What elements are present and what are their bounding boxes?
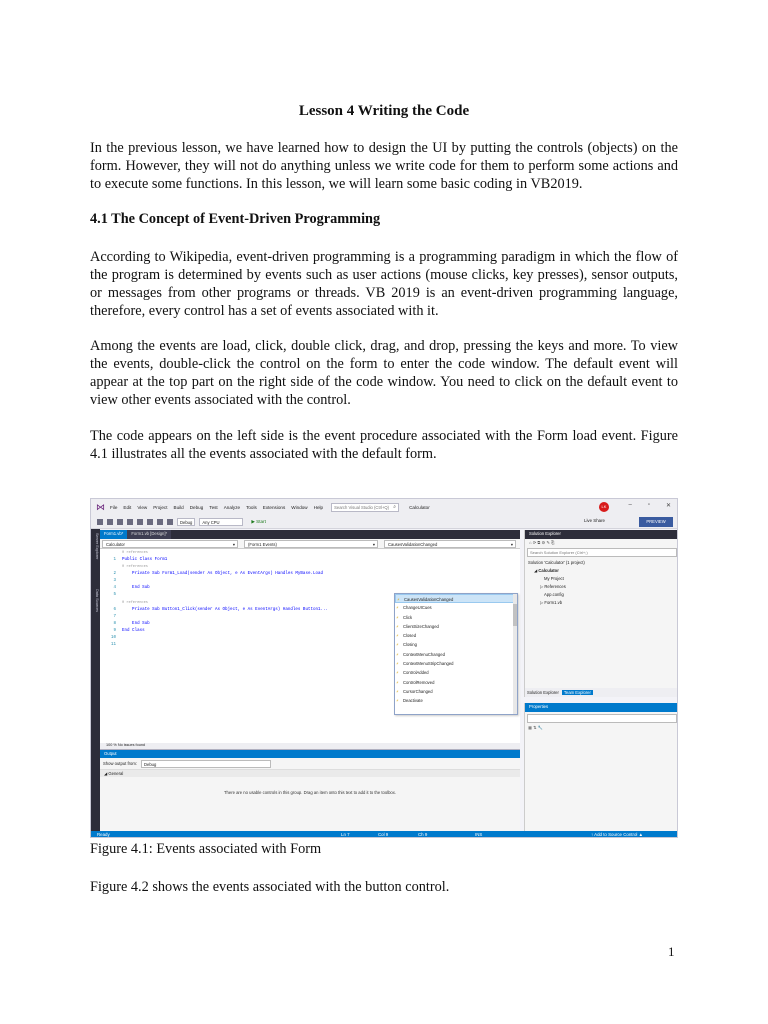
minimize-icon[interactable]: – (628, 502, 632, 508)
event-item[interactable]: ⚡ ControlRemoved (395, 678, 517, 687)
tab-form1-design[interactable]: Form1.vb [Design]* (127, 530, 171, 539)
visual-studio-logo-icon: ⋈ (96, 502, 105, 512)
menu-item-window[interactable]: Window (291, 504, 308, 510)
side-tool-strip (91, 529, 100, 831)
toolbox-empty-message: There are no usable controls in this group. Drag an item onto this text to add it to the toolbox. (223, 790, 397, 795)
chevron-down-icon: ▾ (510, 542, 513, 547)
figure-intro-paragraph: The code appears on the left side is the event procedure associated with the Form load event. Figure 4.1 illustrates all the events associated with the default form. (90, 428, 678, 462)
undo-icon[interactable] (157, 519, 163, 525)
avatar[interactable]: LK (599, 502, 609, 512)
code-line: 6 Private Sub Button1_Click(sender As Object, e As EventArgs) Handles Button1... (113, 608, 329, 612)
event-item[interactable]: ⚡ Closing (395, 640, 517, 649)
properties-pane (524, 703, 678, 831)
solution-pane-tabs (525, 688, 678, 697)
redo-icon[interactable] (167, 519, 173, 525)
event-item[interactable]: ⚡ Closed (395, 631, 517, 640)
live-share-button[interactable]: Live Share (584, 518, 605, 523)
tab-solution-explorer[interactable]: Solution Explorer (527, 690, 559, 695)
page-title: Lesson 4 Writing the Code (298, 103, 470, 119)
new-item-icon[interactable] (117, 519, 123, 525)
event-item[interactable]: ⚡ ControlAdded (395, 668, 517, 677)
code-text: End Sub (122, 622, 150, 626)
class-combo[interactable] (102, 540, 238, 548)
output-source-label: Show output from: (103, 761, 137, 766)
code-editor[interactable] (100, 549, 520, 743)
menu-item-debug[interactable]: Debug (189, 504, 204, 510)
menu-item-help[interactable]: Help (313, 504, 324, 510)
menu-item-tools[interactable]: Tools (246, 504, 257, 510)
tree-item-my-project[interactable]: My Project (544, 576, 564, 581)
object-combo-value: (Form1 Events) (248, 542, 277, 547)
chevron-down-icon: ▾ (232, 542, 235, 547)
code-line: 3 (113, 579, 116, 583)
intro-paragraph: In the previous lesson, we have learned how to design the UI by putting the controls (objects) on the form. However, they will not do anything unless we write code for them to perform some actions and to execute some functions. In this lesson, we will learn some basic coding in VB2019. (90, 140, 678, 192)
code-line: 4 End Sub (113, 586, 150, 590)
toolbox-group-header[interactable]: ◢ General (100, 769, 520, 777)
code-lens[interactable]: 0 references (122, 565, 148, 569)
maximize-icon[interactable]: ▫ (647, 502, 650, 508)
menu-item-extensions[interactable]: Extensions (262, 504, 286, 510)
code-line: 10 (110, 636, 116, 640)
tab-form1-code[interactable]: Form1.vb* (100, 530, 127, 539)
source-control-button[interactable]: ↑ Add to Source Control ▲ (591, 832, 643, 837)
dropdown-scrollbar-thumb[interactable] (513, 604, 517, 626)
status-ready: Ready (97, 832, 110, 837)
output-toolbar (100, 758, 520, 769)
code-line: 11 (110, 643, 116, 647)
data-sources-tab[interactable]: Data Sources (95, 589, 99, 613)
events-paragraph: Among the events are load, click, double click, drag, and drop, pressing the keys and more. To view the events, double-click the control on the form to enter the code window. The default event will appear at the top part on the right side of the code window. You need to click on the default event to view other events associated with the control. (90, 338, 678, 408)
vs-search-input[interactable] (331, 503, 399, 512)
properties-object-select[interactable] (527, 714, 677, 723)
tab-team-explorer[interactable]: Team Explorer (563, 690, 591, 695)
code-text: Public Class Form1 (122, 558, 168, 562)
figure-caption: Figure 4.1: Events associated with Form (90, 841, 322, 857)
open-icon[interactable] (127, 519, 133, 525)
solution-explorer-title: Solution Explorer (525, 530, 678, 539)
chevron-down-icon: ▾ (372, 542, 375, 547)
code-text: Private Sub Form1_Load(sender As Object, e As EventArgs) Handles MyBase.Load (122, 572, 324, 576)
server-explorer-tab[interactable]: Server Explorer (95, 533, 99, 560)
event-item[interactable]: ⚡ ClientSizeChanged (395, 622, 517, 631)
code-line: 8 End Sub (113, 622, 150, 626)
vs-screenshot-figure (90, 498, 678, 838)
preview-badge: PREVIEW (639, 517, 673, 527)
save-all-icon[interactable] (147, 519, 153, 525)
status-line: Ln 7 (341, 832, 350, 837)
code-lens[interactable]: 0 references (122, 551, 148, 555)
output-title: Output (100, 750, 520, 758)
forward-icon[interactable] (107, 519, 113, 525)
code-navigation-bar (100, 539, 520, 549)
code-text: End Class (122, 629, 145, 633)
tree-item-solution[interactable]: Solution 'Calculator' (1 project) (528, 560, 585, 565)
code-line: 7 (113, 615, 116, 619)
status-column: Col 9 (378, 832, 389, 837)
section-heading: 4.1 The Concept of Event-Driven Programming (90, 211, 381, 227)
event-item[interactable]: ⚡ ContextMenuChanged (395, 650, 517, 659)
code-line: 9 End Class (113, 629, 145, 633)
event-item[interactable]: ⚡ ChangeUICues (395, 603, 517, 612)
config-select[interactable]: Debug (177, 518, 195, 526)
output-pane (100, 749, 520, 831)
event-item[interactable]: ⚡ Click (395, 613, 517, 622)
output-source-select[interactable]: Debug (141, 760, 271, 768)
tree-item-references[interactable]: ▷ References (540, 584, 566, 589)
tree-item-form1[interactable]: ▷ Form1.vb (540, 600, 563, 605)
event-item[interactable]: ⚡ ContextMenuStripChanged (395, 659, 517, 668)
project-name: Calculator (409, 504, 430, 510)
event-item[interactable]: ⚡ CausesValidationChanged (395, 594, 517, 603)
event-dropdown-list (394, 593, 518, 715)
start-button[interactable]: ▶ Start (251, 518, 266, 524)
code-line: 5 (113, 593, 116, 597)
next-figure-paragraph: Figure 4.2 shows the events associated with the button control. (90, 879, 450, 895)
window-controls (628, 502, 671, 509)
close-icon[interactable]: ✕ (665, 503, 671, 509)
class-combo-value: Calculator (106, 542, 125, 547)
code-text: End Sub (122, 586, 150, 590)
platform-select[interactable]: Any CPU (199, 518, 243, 526)
page-number: 1 (668, 944, 675, 959)
object-combo[interactable] (244, 540, 378, 548)
properties-toolbar[interactable]: ▦ ⇅ 🔧 (528, 725, 544, 730)
event-item[interactable]: ⚡ Deactivate (395, 696, 517, 705)
search-icon: ⌕ (393, 503, 397, 510)
menu-item-build[interactable]: Build (173, 504, 184, 510)
code-lens[interactable]: 0 references (122, 601, 148, 605)
menu-item-project[interactable]: Project (153, 504, 168, 510)
status-bar (91, 831, 678, 838)
menu-item-view[interactable]: View (137, 504, 148, 510)
back-icon[interactable] (97, 519, 103, 525)
menu-item-test[interactable]: Test (209, 504, 218, 510)
status-char: Ch 9 (418, 832, 428, 837)
event-item[interactable]: ⚡ CursorChanged (395, 687, 517, 696)
menu-item-analyze[interactable]: Analyze (223, 504, 241, 510)
document-tabs (100, 530, 520, 539)
event-combo[interactable] (384, 540, 516, 548)
definition-paragraph: According to Wikipedia, event-driven programming is a programming paradigm in which the flow of the program is determined by events such as user actions (mouse clicks, key presses), sensor outputs, or messages from other programs or threads. VB 2019 is an event-driven programming language, therefore, every control has a set of events associated with it. (90, 249, 678, 319)
tree-item-project[interactable]: ◢ Calculator (534, 568, 559, 573)
editor-status: 100 % No issues found (100, 743, 520, 749)
save-icon[interactable] (137, 519, 143, 525)
properties-title: Properties (525, 703, 678, 712)
solution-search-input[interactable]: Search Solution Explorer (Ctrl+;) (527, 548, 677, 557)
vs-menu (110, 505, 323, 510)
vs-menu-bar (91, 499, 678, 515)
vs-search-placeholder: Search Visual Studio (Ctrl+Q) (334, 504, 390, 510)
event-combo-value: CausesValidationChanged (388, 542, 438, 547)
status-ins: INS (475, 832, 483, 837)
solution-explorer (524, 530, 678, 697)
code-text: Private Sub Button1_Click(sender As Object, e As EventArgs) Handles Button1... (122, 608, 329, 612)
code-line: 2 Private Sub Form1_Load(sender As Object, e As EventArgs) Handles MyBase.Load (113, 572, 324, 576)
code-line: 1 Public Class Form1 (113, 558, 168, 562)
tree-item-app-config[interactable]: App.config (544, 592, 564, 597)
menu-item-file[interactable]: File (110, 504, 118, 510)
menu-item-edit[interactable]: Edit (123, 504, 132, 510)
solution-toolbar: ⌂ ⟳ ⧉ ⚙ ✎ ⎘ (529, 540, 555, 545)
